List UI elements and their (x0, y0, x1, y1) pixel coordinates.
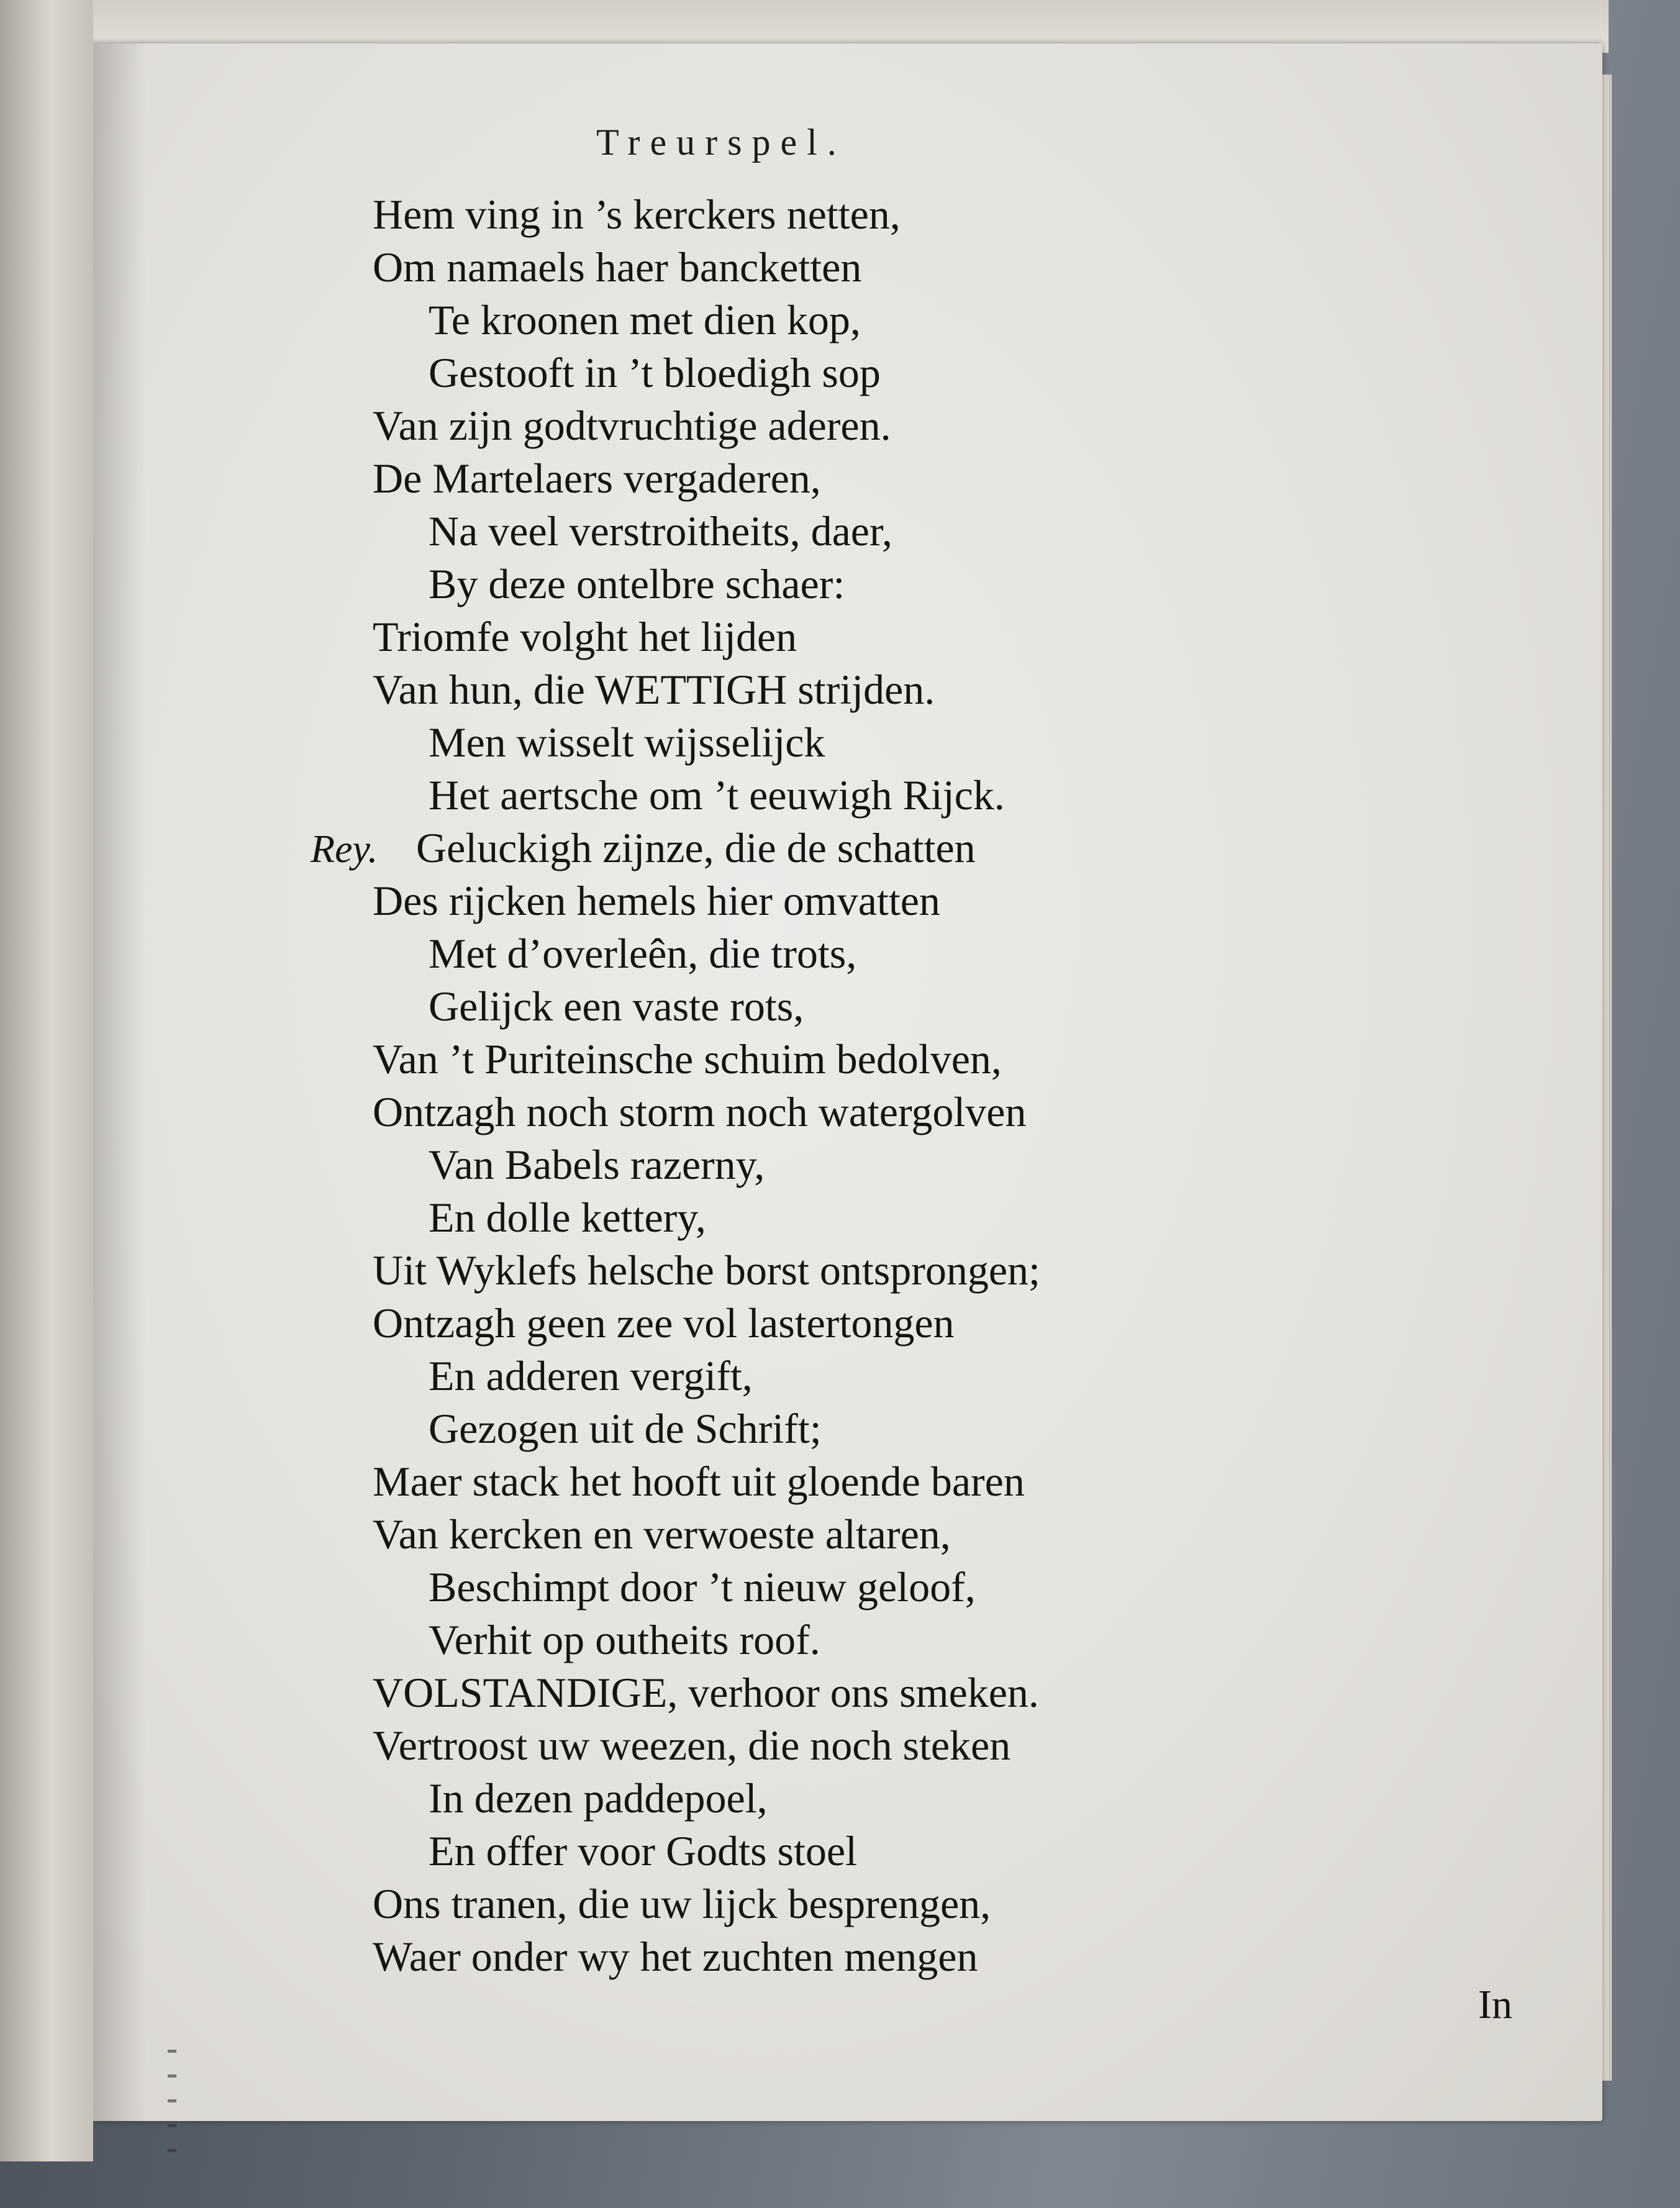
left-page-edge (0, 0, 93, 2161)
poem-line: En offer voor Godts stoel (429, 1827, 857, 1874)
poem-line: En adderen vergift, (429, 1352, 753, 1399)
poem-line: In dezen paddepoel, (429, 1774, 768, 1822)
poem-line: Triomfe volght het lijden (373, 613, 797, 660)
poem-line: Maer stack het hooft uit gloende baren (373, 1458, 1025, 1505)
poem-line: Met d’overleên, die trots, (429, 930, 857, 977)
poem-line: Te kroonen met dien kop, (429, 296, 861, 343)
ink-specks (168, 2050, 176, 2161)
poem-line: Gelijck een vaste rots, (429, 983, 804, 1030)
poem-line: Waer onder wy het zuchten mengen (373, 1933, 978, 1980)
poem-line: Uit Wyklefs helsche borst ontsprongen; (373, 1247, 1040, 1294)
poem-line: Na veel verstroitheits, daer, (429, 507, 892, 555)
poem-line: Gestooft in ’t bloedigh sop (429, 349, 881, 396)
poem-line: Van ’t Puriteinsche schuim bedolven, (373, 1035, 1002, 1083)
poem-line: Ons tranen, die uw lijck besprengen, (373, 1880, 991, 1927)
catchword: In (1478, 1982, 1512, 2027)
poem-line: Des rijcken hemels hier omvatten (373, 877, 940, 924)
poem-line: Ontzagh noch storm noch watergolven (373, 1088, 1027, 1135)
poem-line: Vertroost uw weezen, die noch steken (373, 1722, 1011, 1769)
poem-line: Hem ving in ’s kerckers netten, (373, 191, 901, 238)
poem-line: Van kercken en verwoeste altaren, (373, 1511, 951, 1558)
poem-line: Ontzagh geen zee vol lastertongen (373, 1299, 955, 1347)
poem-line: En dolle kettery, (429, 1194, 706, 1241)
poem-line: Geluckigh zijnze, die de schatten (416, 824, 976, 871)
poem-line: Om namaels haer bancketten (373, 243, 862, 291)
poem-line: Van zijn godtvruchtige aderen. (373, 402, 891, 449)
poem-line: Van hun, die WETTIGH strijden. (373, 666, 935, 713)
poem-line: Verhit op outheits roof. (429, 1616, 820, 1663)
poem-line: De Martelaers vergaderen, (373, 455, 821, 502)
poem-line: Het aertsche om ’t eeuwigh Rijck. (429, 771, 1005, 819)
speaker-label: Rey. (311, 827, 378, 871)
poem-line: Gezogen uit de Schrift; (429, 1405, 822, 1452)
poem-line: VOLSTANDIGE, verhoor ons smeken. (373, 1669, 1039, 1716)
poem-line: Men wisselt wijsselijck (429, 719, 825, 766)
poem-line: Van Babels razerny, (429, 1141, 765, 1188)
poem-line: By deze ontelbre schaer: (429, 560, 845, 607)
running-head: Treurspel. (596, 122, 847, 163)
poem-line: Beschimpt door ’t nieuw geloof, (429, 1563, 976, 1611)
